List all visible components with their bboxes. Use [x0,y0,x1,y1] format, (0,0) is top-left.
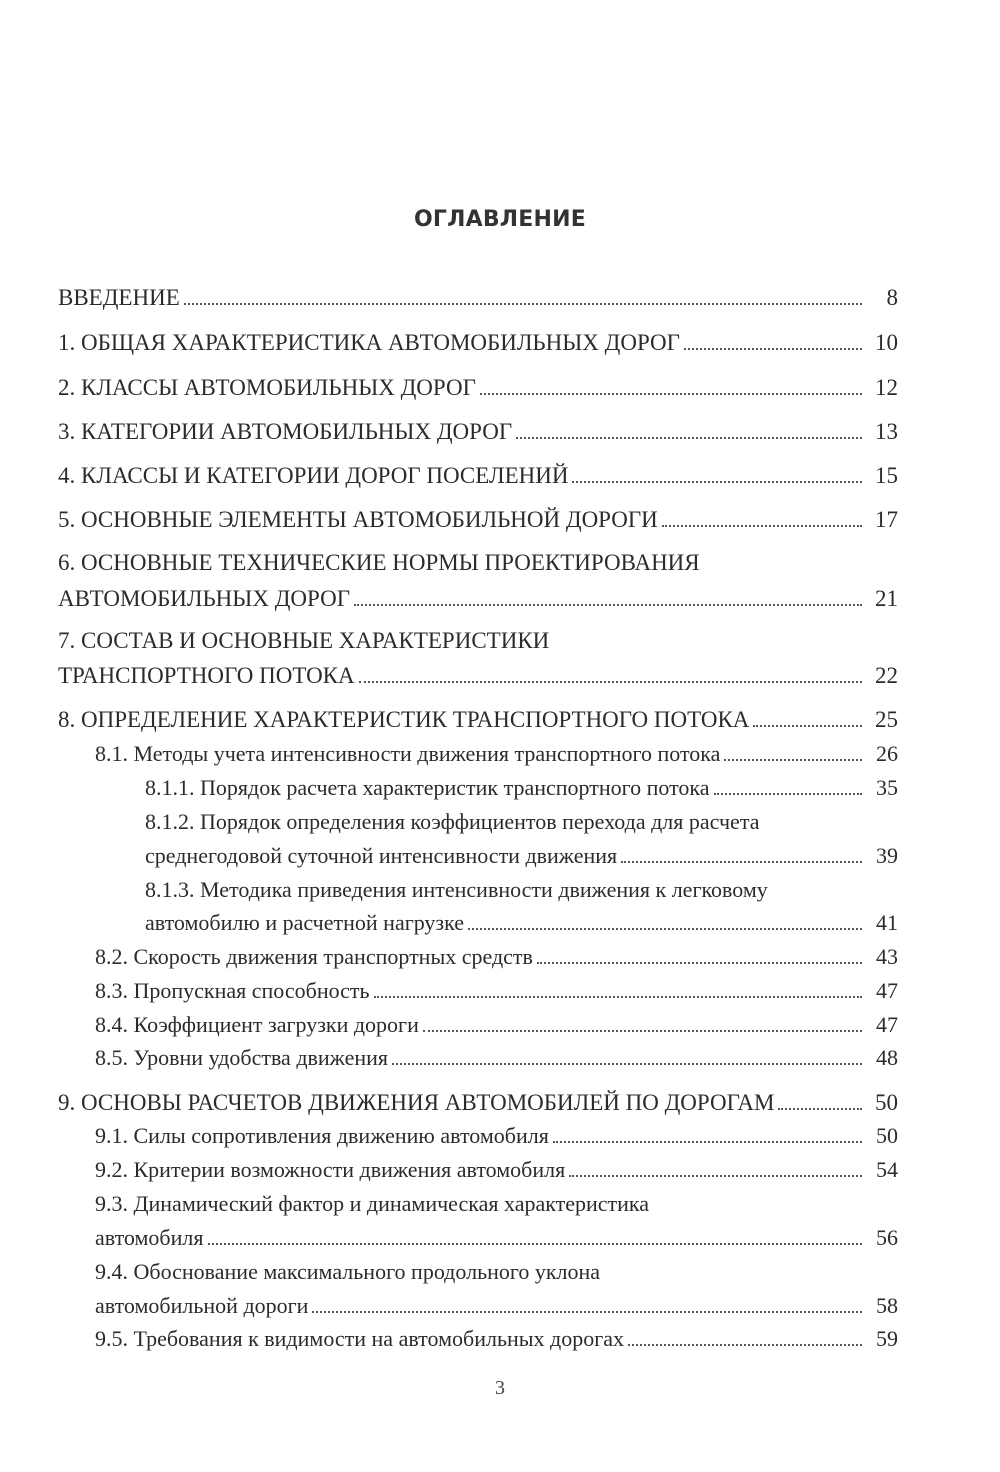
toc-entry-page: 43 [876,944,898,969]
toc-entry-chapter-7[interactable] [58,663,898,689]
toc-entry-label: 8.4. Коэффициент загрузки дороги [95,1012,419,1037]
toc-entry-page: 13 [875,419,898,444]
toc-entry-page: 8 [886,285,898,310]
leader-dots [724,758,862,761]
toc-entry-section-9-4[interactable] [95,1293,898,1319]
toc-entry-page: 47 [876,978,898,1003]
toc-entry-page: 21 [875,586,898,611]
toc-entry-section-9-3[interactable] [95,1225,898,1251]
toc-entry-label: автомобилю и расчетной нагрузке [145,910,465,935]
toc-entry-section-8-5[interactable] [95,1045,898,1071]
toc-entry-section-8-1-3[interactable] [145,910,898,936]
toc-entry-page: 35 [876,775,898,800]
toc-entry-section-8-1-1[interactable] [145,775,898,801]
toc-entry-chapter-8[interactable] [58,707,898,733]
leader-dots [208,1242,863,1245]
toc-entry-page: 26 [876,741,898,766]
toc-entry-page: 48 [876,1045,898,1070]
page-number: 3 [495,1377,505,1399]
toc-entry-section-8-3[interactable] [95,978,898,1004]
toc-entry-label: автомобильной дороги [95,1293,309,1318]
toc-entry-label: 8.1. Методы учета интенсивности движения транспортного потока [95,741,721,766]
toc-entry-page: 56 [876,1225,898,1250]
toc-entry-chapter-2[interactable] [58,375,898,401]
toc-entry-section-8-1-2-line1[interactable]: 8.1.2. Порядок определения коэффициентов перехода для расчета [145,809,760,834]
toc-entry-section-9-3-line1[interactable]: 9.3. Динамический фактор и динамическая характеристика [95,1191,650,1216]
toc-entry-page: 59 [876,1326,898,1351]
toc-entry-page: 15 [875,463,898,488]
leader-dots [553,1140,862,1143]
toc-entry-chapter-1[interactable] [58,330,898,356]
toc-entry-introduction[interactable] [58,285,898,311]
toc-entry-label: 8.2. Скорость движения транспортных средств [95,944,533,969]
toc-entry-page: 17 [875,507,898,532]
toc-entry-chapter-6[interactable] [58,586,898,612]
toc-entry-page: 41 [876,910,898,935]
toc-entry-page: 47 [876,1012,898,1037]
leader-dots [628,1343,862,1346]
leader-dots [392,1062,862,1065]
toc-entry-label: ВВЕДЕНИЕ [58,285,180,310]
toc-entry-label: 9.2. Критерии возможности движения автомобиля [95,1157,566,1182]
toc-entry-section-8-2[interactable] [95,944,898,970]
toc-entry-label: ТРАНСПОРТНОГО ПОТОКА [58,663,355,688]
leader-dots [516,436,862,439]
toc-entry-chapter-3[interactable] [58,419,898,445]
toc-entry-page: 39 [876,843,898,868]
leader-dots [468,927,862,930]
leader-dots [753,724,862,727]
toc-entry-page: 12 [875,375,898,400]
toc-entry-label: 8.5. Уровни удобства движения [95,1045,389,1070]
toc-entry-label: АВТОМОБИЛЬНЫХ ДОРОГ [58,586,350,611]
toc-entry-label: 1. ОБЩАЯ ХАРАКТЕРИСТИКА АВТОМОБИЛЬНЫХ ДОРОГ [58,330,680,355]
leader-dots [374,995,862,998]
toc-entry-label: 8. ОПРЕДЕЛЕНИЕ ХАРАКТЕРИСТИК ТРАНСПОРТНОГО ПОТОКА [58,707,750,732]
toc-entry-page: 10 [875,330,898,355]
toc-entry-label: 8.3. Пропускная способность [95,978,370,1003]
toc-entry-label: 9.5. Требования к видимости на автомобильных дорогах [95,1326,625,1351]
toc-entry-section-8-1-3-line1[interactable]: 8.1.3. Методика приведения интенсивности движения к легковому [145,877,768,902]
leader-dots [684,347,862,350]
leader-dots [537,961,862,964]
toc-entry-label: 9. ОСНОВЫ РАСЧЕТОВ ДВИЖЕНИЯ АВТОМОБИЛЕЙ ПО ДОРОГАМ [58,1090,775,1115]
leader-dots [480,392,862,395]
toc-entry-chapter-9[interactable] [58,1090,898,1116]
toc-entry-chapter-7-line1[interactable]: 7. СОСТАВ И ОСНОВНЫЕ ХАРАКТЕРИСТИКИ [58,628,550,653]
toc-entry-label: 4. КЛАССЫ И КАТЕГОРИИ ДОРОГ ПОСЕЛЕНИЙ [58,463,569,488]
toc-entry-page: 54 [876,1157,898,1182]
toc-entry-section-8-1[interactable] [95,741,898,767]
leader-dots [423,1029,862,1032]
toc-entry-label: 8.1.1. Порядок расчета характеристик транспортного потока [145,775,710,800]
toc-entry-page: 50 [876,1123,898,1148]
toc-entry-chapter-4[interactable] [58,463,898,489]
leader-dots [778,1107,862,1110]
toc-title: ОГЛАВЛЕНИЕ [414,207,586,232]
toc-entry-chapter-6-line1[interactable]: 6. ОСНОВНЫЕ ТЕХНИЧЕСКИЕ НОРМЫ ПРОЕКТИРОВАНИЯ [58,550,700,575]
leader-dots [354,603,862,606]
toc-entry-section-9-4-line1[interactable]: 9.4. Обоснование максимального продольного уклона [95,1259,601,1284]
toc-entry-label: 5. ОСНОВНЫЕ ЭЛЕМЕНТЫ АВТОМОБИЛЬНОЙ ДОРОГИ [58,507,658,532]
leader-dots [662,524,862,527]
toc-entry-page: 50 [875,1090,898,1115]
toc-entry-page: 25 [875,707,898,732]
toc-entry-section-9-5[interactable] [95,1326,898,1352]
leader-dots [569,1174,862,1177]
toc-entry-section-8-4[interactable] [95,1012,898,1038]
toc-entry-label: 3. КАТЕГОРИИ АВТОМОБИЛЬНЫХ ДОРОГ [58,419,513,444]
leader-dots [572,480,862,483]
toc-entry-section-9-1[interactable] [95,1123,898,1149]
leader-dots [184,302,862,305]
toc-entry-page: 58 [876,1293,898,1318]
toc-entry-label: 2. КЛАССЫ АВТОМОБИЛЬНЫХ ДОРОГ [58,375,476,400]
toc-entry-section-8-1-2[interactable] [145,843,898,869]
leader-dots [621,860,862,863]
toc-entry-label: среднегодовой суточной интенсивности движения [145,843,618,868]
leader-dots [359,680,862,683]
toc-entry-page: 22 [875,663,898,688]
leader-dots [312,1310,862,1313]
leader-dots [714,792,862,795]
toc-entry-label: автомобиля [95,1225,204,1250]
toc-entry-chapter-5[interactable] [58,507,898,533]
toc-entry-label: 9.1. Силы сопротивления движению автомобиля [95,1123,549,1148]
toc-entry-section-9-2[interactable] [95,1157,898,1183]
